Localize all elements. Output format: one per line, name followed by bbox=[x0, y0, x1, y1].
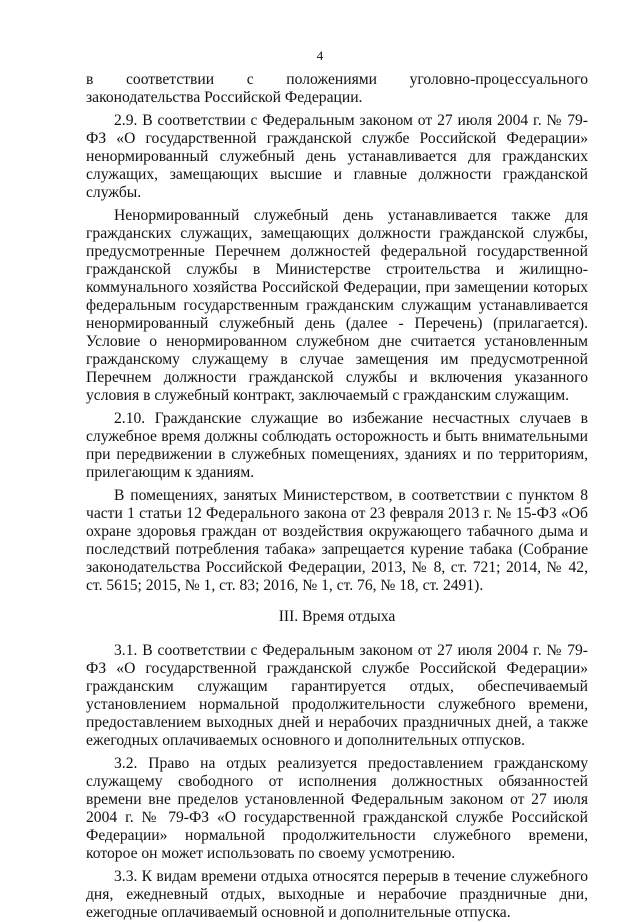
paragraphs-bottom bbox=[86, 642, 588, 922]
paragraphs-top bbox=[86, 71, 588, 595]
paragraph: 2.10. Гражданские служащие во избежание несчастных случаев в служебное время должны соблюдать осторожность и быть внимательными при передвижении в служебных помещениях, зданиях и по территориям, прилегающим к зданиям. bbox=[86, 410, 588, 481]
paragraph: 3.3. К видам времени отдыха относятся перерыв в течение служебного дня, ежедневный отдых, выходные и нерабочие праздничные дни, ежегодные оплачиваемый основной и дополнительные отпуска. bbox=[86, 868, 588, 921]
paragraph: 3.2. Право на отдых реализуется предоставлением гражданскому служащему свободного от исполнения должностных обязанностей времени вне пределов установленной Федеральным законом от 27 июля 2004 г. № 79-ФЗ «О государственной гражданской службе Российской Федерации» нормальной продолжительности служебного времени, которое он может использовать по своему усмотрению. bbox=[86, 755, 588, 862]
document-body bbox=[86, 71, 588, 922]
paragraph: в соответствии с положениями уголовно-процессуального законодательства Российской Федерации. bbox=[86, 71, 588, 106]
section-heading: III. Время отдыха bbox=[278, 608, 396, 625]
paragraph: 2.9. В соответствии с Федеральным законом от 27 июля 2004 г. № 79-ФЗ «О государственной гражданской службе Российской Федерации» ненормированный служебный день устанавливается для гражданских служащих, замещающих высшие и главные должности гражданской службы. bbox=[86, 112, 588, 201]
paragraph: 3.1. В соответствии с Федеральным законом от 27 июля 2004 г. № 79-ФЗ «О государственной гражданской службе Российской Федерации» гражданским служащим гарантируется отдых, обеспечиваемый установлением нормальной продолжительности служебного времени, предоставлением выходных дней и нерабочих праздничных дней, а также ежегодных оплачиваемых основного и дополнительных отпусков. bbox=[86, 642, 588, 749]
paragraph: В помещениях, занятых Министерством, в соответствии с пунктом 8 части 1 статьи 12 Федерального закона от 23 февраля 2013 г. № 15-ФЗ «Об охране здоровья граждан от воздействия окружающего табачного дыма и последствий потребления табака» запрещается курение табака (Собрание законодательства Российской Федерации, 2013, № 8, ст. 721; 2014, № 42, ст. 5615; 2015, № 1, ст. 83; 2016, № 1, ст. 76, № 18, ст. 2491). bbox=[86, 487, 588, 594]
paragraph: Ненормированный служебный день устанавливается также для гражданских служащих, замещающих должности гражданской службы, предусмотренные Перечнем должностей федеральной государственной гражданской службы в Министерстве строительства и жилищно-коммунального хозяйства Российской Федерации, при замещении которых федеральным государственным гражданским служащим устанавливается ненормированный служебный день (далее - Перечень) (прилагается). Условие о ненормированном служебном дне считается установленным гражданскому служащему в случае замещения им предусмотренной Перечнем должности гражданской службы и включения указанного условия в служебный контракт, заключаемый с гражданским служащим. bbox=[86, 207, 588, 404]
page-number: 4 bbox=[316, 48, 324, 63]
